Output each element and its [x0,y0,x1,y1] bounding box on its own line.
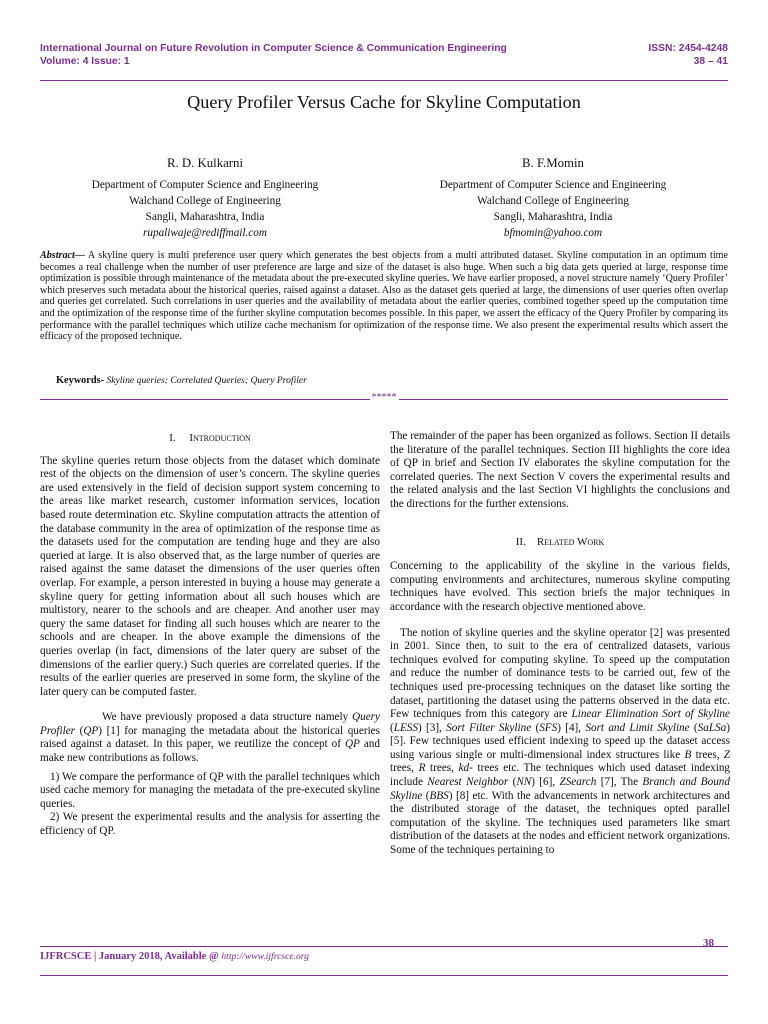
author-name: R. D. Kulkarni [166,156,244,170]
author-block-1 [40,155,370,241]
section-separator [40,392,728,403]
issn: ISSN: 2454-4248 [648,43,728,54]
keywords-text: Skyline queries; Correlated Queries; Query Profiler [104,375,307,386]
paragraph: Concerning to the applicability of the skyline in the various fields, computing environments and architectures, numerous skyline computing techniques have evolved. This section briefs the major techniques in accordance with the research objective mentioned above. [390,560,730,613]
abstract [40,250,728,343]
author-email: bfmomin@yahoo.com [503,227,603,239]
paragraph: The notion of skyline queries and the skyline operator [2] was presented in 2001. Since then, to suit to the era of centralized datasets, various techniques evolved for computing skyline. To speed up the computation and reduce the number of dominance tests to be carried out, few of the techniques used pre-processing techniques on the dataset like sorting the dataset, partitioning the dataset using the patterns observed in the data etc. Few techniques from this category are Linear Elimination Sort of Skyline (LESS) [3], Sort Filter Skyline (SFS) [4], Sort and Limit Skyline (SaLSa) [5]. Few techniques used efficient indexing to speed up the dataset access using various single or multi-dimensional index structures like B trees, Z trees, R trees, kd- trees etc. The techniques which used dataset indexing include Nearest Neighbor (NN) [6], ZSearch [7], The Branch and Bound Skyline (BBS) [8] etc. With the advancements in network architectures and the distributed storage of the dataset, the techniques opted parallel computation of the skyline. The techniques used parameters like smart distribution of the datasets at the nodes and efficient network organizations. Some of the techniques pertaining to [390,626,731,857]
paragraph: We have previously proposed a data structure namely Query Profiler (QP) [1] for managing the metadata about the historical queries raised against a dataset. In this paper, we reutilize the concept of QP and make new contributions as follows. [40,711,381,765]
keywords-label: Keywords- [56,375,105,386]
author-college: Walchand College of Engineering [129,195,281,207]
volume-issue: Volume: 4 Issue: 1 [40,56,130,67]
author-place: Sangli, Maharashtra, India [493,211,613,223]
section-heading: II. Related Work [515,535,605,548]
author-name: B. F.Momin [522,156,584,170]
author-place: Sangli, Maharashtra, India [145,211,265,223]
paragraph: The skyline queries return those objects from the dataset which dominate rest of the objects on the dimension of user’s concern. The skyline queries are used extensively in the field of decision support system concerning to the areas like market research, customer information services, location based route determination etc. Skyline computation attracts the attention of the database community in the area of optimization of the response time as the datasets used for the computation are tending huge and they are also queried at large. It is also observed that, as the large number of queries are raised against the same dataset the dimensions of the user queries often overlap. For example, a person interested in buying a house may generate a skyline query for getting information about all such houses which are multistory, nearer to the schools and are cheaper. And another user may query the same dataset for finding all such houses which are nearer to the schools and are cheaper. In the above example the dimensions of the queries overlap (in fact, dimensions of the later query are subset of the dimensions of the earlier query.) Such queries are correlated queries. If the results of the earlier queries are preserved in some form, the skyline of the later query can be computed faster. [40,454,380,698]
paper-title: Query Profiler Versus Cache for Skyline Computation [187,92,581,112]
author-block-2 [388,155,718,241]
abstract-text: A skyline query is multi preference user query which generates the best objects from a multi attributed dataset. Skyline computation in an optimum time becomes a real challenge when the number of user preference are large and size of the dataset is also huge. When such a big data gets queried at large, response time optimization is possible through maintenance of the metadata about the pre-executed skyline queries. We have earlier proposed, a novel structure namely ‘Query Profiler’ which preserves such metadata about the historical queries, raised against a dataset. Also as the dataset gets queried at large, the dimensions of user queries often overlap and queries get correlated. Such correlations in user queries and the availability of metadata about the earlier queries, combined together speed up the computation time and the optimization of the response time of the further skyline computation becomes possible. In this paper, we assert the efficacy of the Query Profiler by comparing its performance with the parallel techniques which utilize cache mechanism for optimization of the response time. We also present the experimental results which assert the efficacy of the proposed technique. [40,250,728,343]
page-number: 38 [703,937,714,949]
abstract-label: Abstract— [40,250,85,261]
right-column [390,430,730,858]
section-heading: I. Introduction [169,432,251,444]
author-college: Walchand College of Engineering [477,195,629,207]
journal-header [40,42,728,68]
author-dept: Department of Computer Science and Engineering [91,179,319,191]
journal-name: International Journal on Future Revolution in Computer Science & Communication Engineering [40,43,507,54]
header-rule [40,80,728,81]
author-dept: Department of Computer Science and Engineering [439,179,667,191]
footer-rule-top [40,946,728,947]
author-email: rupaliwaje@rediffmail.com [143,227,267,239]
list-item: 2) We present the experimental results and the analysis for asserting the efficiency of QP. [40,811,380,838]
journal-url[interactable]: http://www.ijfrcsce.org [221,951,309,962]
page-range: 38 – 41 [693,56,728,67]
footer-rule-bottom [40,975,728,976]
list-item: 1) We compare the performance of QP with the parallel techniques which used cache memory for managing the metadata of the pre-executed skyline queries. [40,770,380,810]
footer: IJFRCSCE | January 2018, Available @ http://www.ijfrcsce.org [40,951,309,962]
separator-stars: ***** [371,392,397,403]
keywords [56,375,307,386]
paragraph: The remainder of the paper has been organized as follows. Section II details the literature of the parallel techniques. Section III highlights the core idea of QP in brief and Section IV elaborates the skyline computation for the correlated queries. The next Section V covers the experimental results and the related analysis and the last Section VI highlights the conclusions and the directions for the further extensions. [390,430,730,510]
left-column [40,432,380,839]
